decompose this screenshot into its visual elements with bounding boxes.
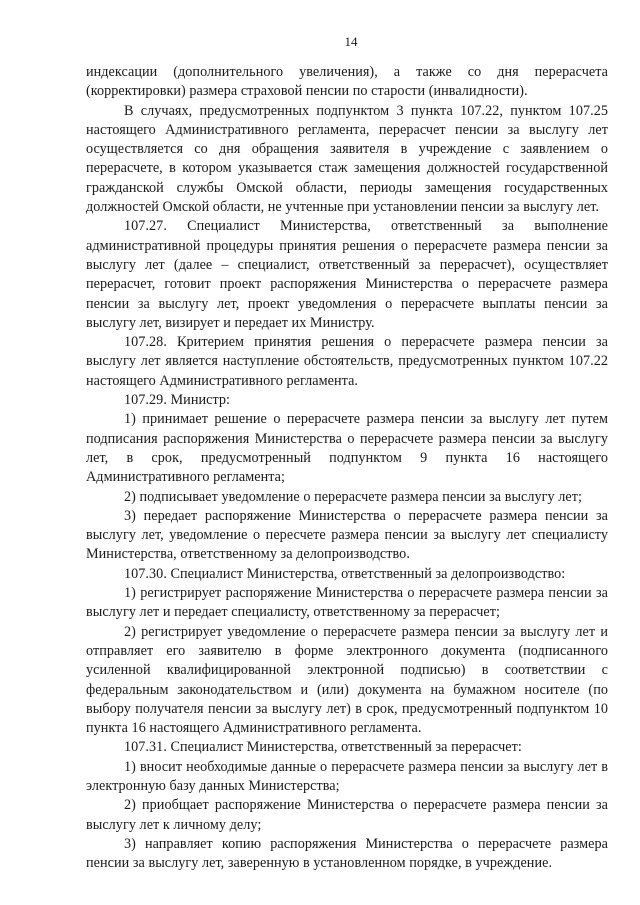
paragraph-107-28: 107.28. Критерием принятия решения о перерасчете размера пенсии за выслугу лет является наступление обстоятельств, предусмотренных пунктом 107.22 настоящего Административного регламента. xyxy=(86,334,608,389)
paragraph-107-29-item-2: 2) подписывает уведомление о перерасчете размера пенсии за выслугу лет; xyxy=(124,488,582,505)
paragraph-continuation: индексации (дополнительного увеличения), а также со дня перерасчета (корректировки) размера страховой пенсии по старости (инвалидности). xyxy=(86,64,608,100)
paragraph-107-29-item-1: 1) принимает решение о перерасчете размера пенсии за выслугу лет путем подписания распоряжения Министерства о перерасчете размера пенсии за выслугу лет, в срок, предусмотренный подпунктом 9 пункта 16 настоящего Административного регламента; xyxy=(86,411,608,486)
page-number: 14 xyxy=(344,34,358,49)
paragraph-107-31-item-1: 1) вносит необходимые данные о перерасчете размера пенсии за выслугу лет в электронную базу данных Министерства; xyxy=(86,758,608,794)
paragraph-107-30: 107.30. Специалист Министерства, ответственный за делопроизводство: xyxy=(124,565,566,582)
paragraph-107-29: 107.29. Министр: xyxy=(124,392,231,409)
paragraph-107-30-item-1: 1) регистрирует распоряжение Министерства о перерасчете размера пенсии за выслугу лет и передает специалисту, ответственному за перерасчет; xyxy=(86,585,608,621)
paragraph-107-31-item-3: 3) направляет копию распоряжения Министерства о перерасчете размера пенсии за выслугу лет, заверенную в установленном порядке, в учреждение. xyxy=(86,835,608,872)
paragraph-107-31: 107.31. Специалист Министерства, ответственный за перерасчет: xyxy=(124,739,522,756)
paragraph-107-30-item-2: 2) регистрирует уведомление о перерасчете размера пенсии за выслугу лет и отправляет его заявителю в форме электронного документа (подписанного усиленной квалифицированной электронной подписью) в соответствии с федеральным законодательством и (или) документа на бумажном носителе (по выбору получателя пенсии за выслугу лет) в срок, предусмотренный подпунктом 10 пункта 16 настоящего Административного регламента. xyxy=(86,623,608,737)
paragraph-107-27: 107.27. Специалист Министерства, ответственный за выполнение административной процедуры принятия решения о перерасчете размера пенсии за выслугу лет (далее – специалист, ответственный за перерасчет), осуществляет перерасчет, готовит проект распоряжения Министерства о перерасчете размера пенсии за выслугу лет, проект уведомления о перерасчете выплаты пенсии за выслугу лет, визирует и передает их Министру. xyxy=(86,218,608,331)
paragraph-recalculation-cases: В случаях, предусмотренных подпунктом 3 пункта 107.22, пунктом 107.25 настоящего Административного регламента, перерасчет пенсии за выслугу лет осуществляется со дня обращения заявителя в учреждение с заявлением о перерасчете, в котором указывается стаж замещения должностей государственной гражданской службы Омской области, периоды замещения государственных должностей Омской области, не учтенные при установлении пенсии за выслугу лет. xyxy=(86,102,608,216)
paragraph-107-31-item-2: 2) приобщает распоряжение Министерства о перерасчете размера пенсии за выслугу лет к личному делу; xyxy=(86,797,608,833)
document-body xyxy=(86,63,608,873)
paragraph-107-29-item-3: 3) передает распоряжение Министерства о перерасчете размера пенсии за выслугу лет, уведомление о пересчете размера пенсии за выслугу лет специалисту Министерства, ответственному за делопроизводство. xyxy=(86,507,608,563)
